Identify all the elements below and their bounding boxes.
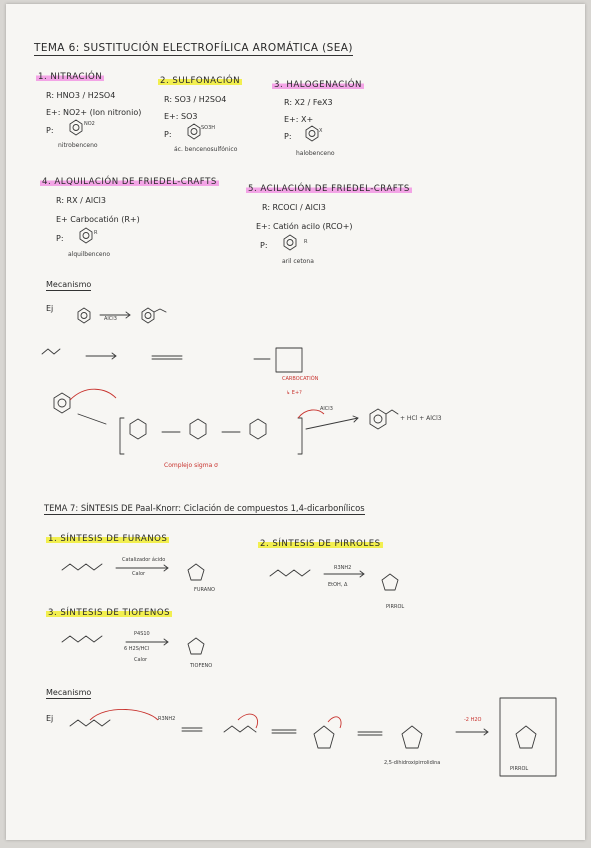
alquilacion-title: 4. ALQUILACIÓN DE FRIEDEL-CRAFTS [42,177,217,187]
acilacion-substituent: R [304,239,308,245]
halogenacion-reagent: R: X2 / FeX3 [284,98,333,107]
sulfonacion-product-name: ác. bencenosulfónico [174,146,238,153]
mecanismo7-amine: R3NH2 [158,716,176,722]
halogenacion-electrophile: E+: X+ [284,115,314,124]
alcl3-label: AlCl3 [320,406,333,412]
acilacion-title: 5. ACILACIÓN DE FRIEDEL-CRAFTS [248,184,410,194]
furanos-title: 1. SÍNTESIS DE FURANOS [48,534,168,544]
halogenacion-product-label: P: [284,132,292,141]
benzene-ring-icon [70,120,318,250]
tiofenos-cond3: Calor [134,657,148,663]
alquilacion-substituent: R [94,230,98,236]
pirroles-cond1: R3NH2 [334,565,352,571]
sigma-products: + HCl + AlCl3 [400,415,442,422]
tiofeno-name: TIOFENO [190,663,213,669]
nitracion-reagent: R: HNO3 / H2SO4 [46,91,116,100]
nitracion-product-name: nitrobenceno [58,142,98,149]
nitracion-electrophile: E+: NO2+ (Ion nitronio) [46,108,142,117]
sulfonacion-title: 2. SULFONACIÓN [160,76,241,86]
nitracion-substituent: NO2 [84,121,95,127]
acilacion-product-label: P: [260,241,268,250]
mecanismo7-title: Mecanismo [46,688,92,697]
alquilacion-product-name: alquilbenceno [68,251,111,258]
alquilacion-electrophile: E+ Carbocatión (R+) [56,215,140,224]
alquilacion-reagent: R: RX / AlCl3 [56,196,106,205]
tiofenos-cond1: P4S10 [134,631,150,637]
mechanism6-sketch [42,308,398,454]
electron-arrows [70,389,324,418]
nitracion-product-label: P: [46,126,54,135]
halogenacion-title: 3. HALOGENACIÓN [274,80,362,90]
mecanismo6-ej: Ej [46,304,54,313]
sulfonacion-product-label: P: [164,130,172,139]
final-pyrrole-label: PIRROL [510,766,529,772]
tiofenos-cond2: 6 H2S/HCl [124,646,150,652]
pirroles-cond2: EtOH, Δ [328,582,348,588]
tema7-electron-arrows [90,709,341,728]
notebook-page [6,4,585,840]
pirroles-title: 2. SÍNTESIS DE PIRROLES [260,539,381,549]
tema7-sketches [62,564,556,776]
carbocation-label: CARBOCATIÓN [282,376,319,382]
tema7-title: TEMA 7: SÍNTESIS DE Paal-Knorr: Ciclación de compuestos 1,4-dicarbonílicos [44,503,365,513]
halogenacion-substituent: X [319,128,323,134]
carbocation-note: ↳ E+? [286,390,302,396]
pirrol-name: PIRROL [386,604,405,610]
nitracion-title: 1. NITRACIÓN [38,72,103,82]
sulfonacion-reagent: R: SO3 / H2SO4 [164,95,227,104]
mecanismo6-title: Mecanismo [46,280,92,289]
furanos-cond1: Catalizador ácido [122,557,166,563]
acilacion-reagent: R: RCOCl / AlCl3 [262,203,326,212]
sigma-complex-label: Complejo sigma σ [164,462,218,469]
mecanismo7-ej: Ej [46,714,54,723]
chemistry-drawings [6,4,585,840]
tema6-title: TEMA 6: SUSTITUCIÓN ELECTROFÍLICA AROMÁTICA (SEA) [34,42,353,54]
alquilacion-product-label: P: [56,234,64,243]
acilacion-product-name: aril cetona [282,258,314,265]
acilacion-electrophile: E+: Catión acilo (RCO+) [256,222,353,231]
sulfonacion-electrophile: E+: SO3 [164,112,198,121]
sulfonacion-substituent: SO3H [201,125,216,131]
furanos-cond2: Calor [132,571,146,577]
mecanismo7-water: -2 H2O [464,717,482,723]
pyrrolidine-label: 2,5-dihidroxipirrolidina [384,760,441,766]
mecanismo6-reagent: AlCl3 [104,316,117,322]
furano-name: FURANO [194,587,215,593]
tiofenos-title: 3. SÍNTESIS DE TIOFENOS [48,608,171,618]
halogenacion-product-name: halobenceno [296,150,335,157]
